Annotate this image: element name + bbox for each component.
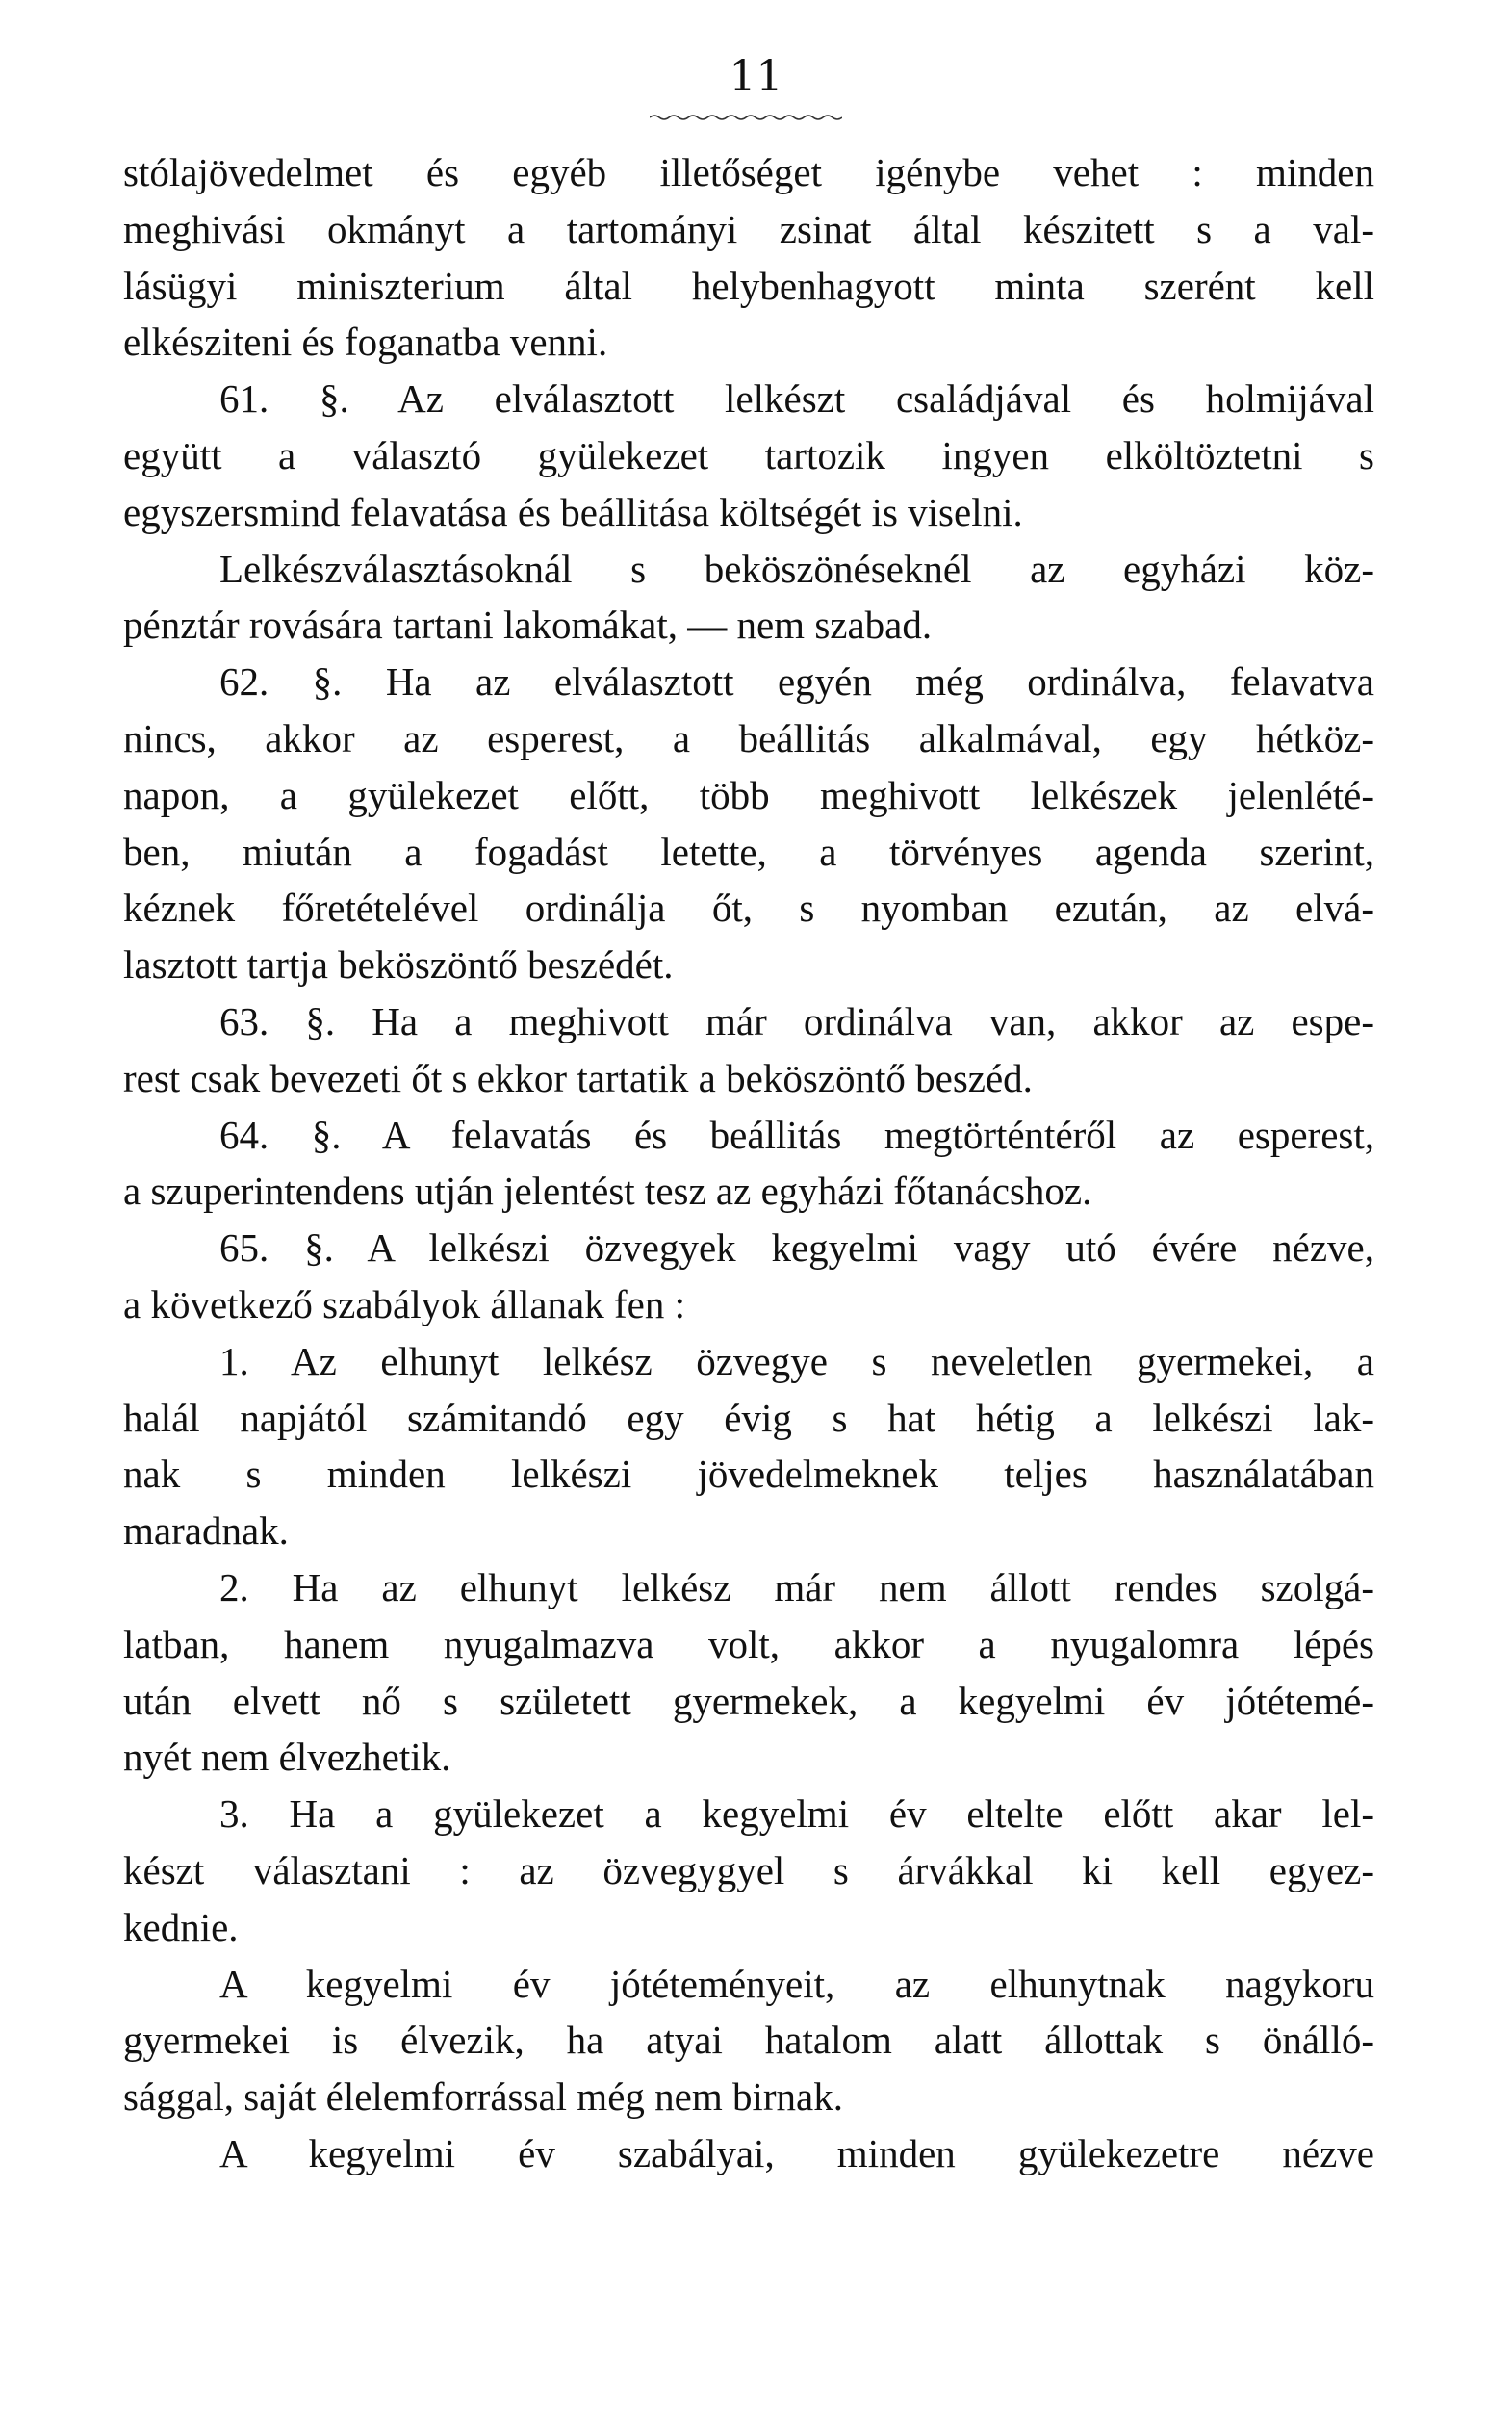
text-line: 65. §. A lelkészi özvegyek kegyelmi vagy utó évére nézve,	[219, 1225, 1374, 1271]
ornamental-rule	[650, 114, 842, 121]
text-line: pénztár rovására tartani lakomákat, — nem szabad.	[123, 603, 933, 648]
text-line: napon, a gyülekezet előtt, több meghivott lelkészek jelenlété-	[123, 772, 1374, 817]
text-line: kednie.	[123, 1904, 239, 1949]
text-line: lasztott tartja beköszöntő beszédét.	[123, 942, 674, 988]
text-line: kéznek főretételével ordinálja őt, s nyomban ezután, az elvá-	[123, 886, 1374, 931]
body-text	[123, 144, 1374, 2182]
text-line: 3. Ha a gyülekezet a kegyelmi év eltelte előtt akar lel-	[219, 1791, 1374, 1837]
text-line: A kegyelmi év szabályai, minden gyülekezetre nézve	[219, 2130, 1374, 2175]
text-line: nyét nem élvezhetik.	[123, 1735, 451, 1780]
text-line: a következő szabályok állanak fen :	[123, 1281, 685, 1326]
text-line: A kegyelmi év jótéteményeit, az elhunytnak nagykoru	[219, 1961, 1374, 2006]
text-line: 62. §. Ha az elválasztott egyén még ordinálva, felavatva	[219, 659, 1374, 705]
text-line: lásügyi miniszterium által helybenhagyott minta szerént kell	[123, 263, 1374, 308]
text-line: 61. §. Az elválasztott lelkészt családjával és holmijával	[219, 376, 1374, 422]
text-line: 63. §. Ha a meghivott már ordinálva van, akkor az espe-	[219, 998, 1374, 1043]
text-line: maradnak.	[123, 1508, 289, 1554]
text-line: gyermekei is élvezik, ha atyai hatalom alatt állottak s önálló-	[123, 2018, 1374, 2063]
text-line: nak s minden lelkészi jövedelmeknek teljes használatában	[123, 1452, 1374, 1497]
text-line: készt választani : az özvegygyel s árvákkal ki kell egyez-	[123, 1847, 1374, 1892]
page-number: 11	[729, 52, 783, 101]
text-line: nincs, akkor az esperest, a beállitás alkalmával, egy hétköz-	[123, 715, 1374, 760]
text-line: egyszersmind felavatása és beállitása költségét is viselni.	[123, 489, 1023, 534]
text-line: rest csak bevezeti őt s ekkor tartatik a beköszöntő beszéd.	[123, 1055, 1033, 1100]
text-line: együtt a választó gyülekezet tartozik ingyen elköltöztetni s	[123, 432, 1374, 477]
text-line: 1. Az elhunyt lelkész özvegye s neveletlen gyermekei, a	[219, 1338, 1374, 1383]
text-line: Lelkészválasztásoknál s beköszönéseknél az egyházi köz-	[219, 546, 1374, 591]
text-line: stólajövedelmet és egyéb illetőséget igénybe vehet : minden	[123, 150, 1374, 194]
text-line: után elvett nő s született gyermekek, a kegyelmi év jótétemé-	[123, 1678, 1374, 1723]
text-line: elkésziteni és foganatba venni.	[123, 320, 608, 365]
text-line: latban, hanem nyugalmazva volt, akkor a nyugalomra lépés	[123, 1621, 1374, 1666]
text-line: a szuperintendens utján jelentést tesz az egyházi főtanácshoz.	[123, 1169, 1092, 1214]
text-line: sággal, saját élelemforrással még nem birnak.	[123, 2074, 843, 2120]
text-line: 64. §. A felavatás és beállitás megtörténtéről az esperest,	[219, 1112, 1374, 1157]
text-line: meghivási okmányt a tartományi zsinat által készitett s a val-	[123, 206, 1374, 251]
text-line: 2. Ha az elhunyt lelkész már nem állott rendes szolgá-	[219, 1564, 1374, 1609]
text-line: halál napjától számitandó egy évig s hat hétig a lelkészi lak-	[123, 1395, 1374, 1440]
text-line: ben, miután a fogadást letette, a törvényes agenda szerint,	[123, 829, 1374, 874]
